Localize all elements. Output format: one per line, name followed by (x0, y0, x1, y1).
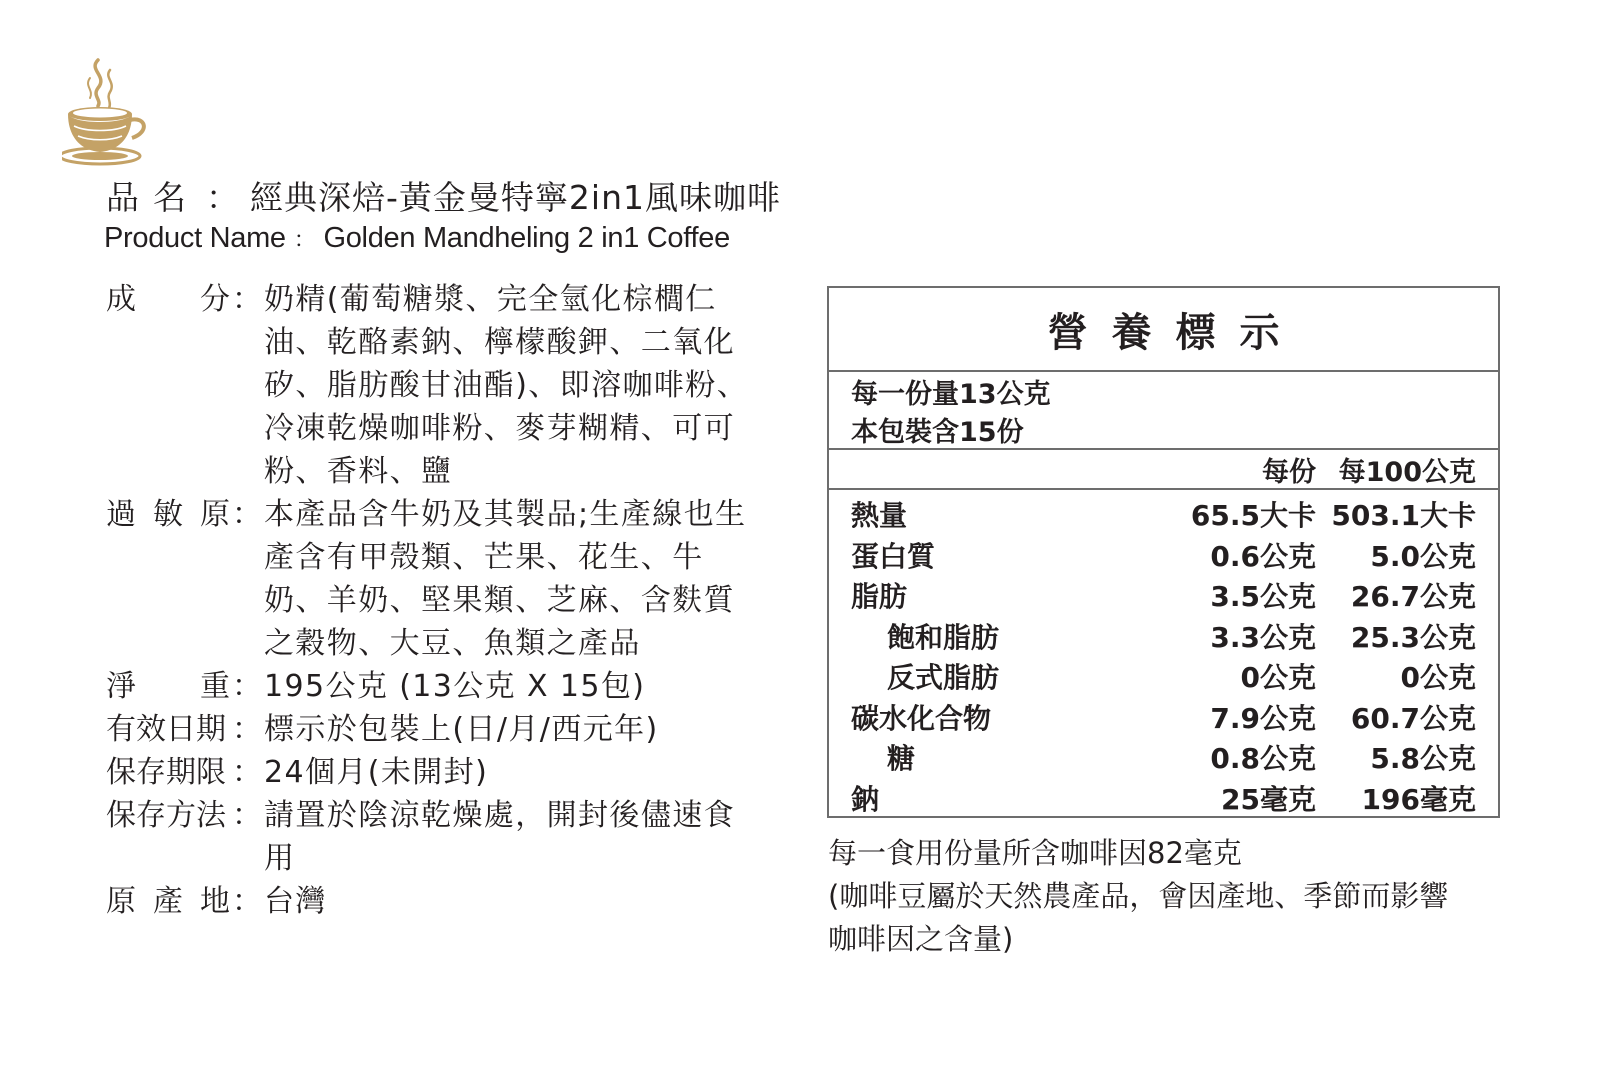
info-label-part: 保存方法 (106, 798, 226, 833)
per-serving-value: 3.3公克 (1210, 620, 1316, 654)
nutrition-row (829, 575, 1498, 616)
info-value: 標示於包裝上(日/月/西元年) (264, 712, 659, 747)
nutrition-row (829, 535, 1498, 576)
info-value: 請置於陰涼乾燥處，開封後儘速食用 (264, 798, 735, 876)
per-100g-value: 60.7公克 (1350, 701, 1476, 735)
servings-per-package: 本包裝含15份 (851, 417, 1024, 448)
column-per-100g: 每100公克 (1338, 456, 1476, 488)
per-serving-value: 25毫克 (1221, 782, 1316, 816)
nutrition-row (829, 737, 1498, 778)
info-row (106, 794, 786, 880)
nutrition-facts-table (827, 286, 1500, 818)
colon: ： (206, 178, 240, 217)
colon: ： (232, 669, 262, 704)
info-label-part: 過 (106, 497, 136, 532)
info-value: 195公克 (13公克 X 15包) (264, 669, 646, 704)
info-label-part: 分 (200, 282, 230, 317)
colon: ： (232, 712, 262, 747)
product-name-value: 經典深焙-黃金曼特寧2in1風味咖啡 (250, 178, 781, 217)
nutrition-title: 營養標示 (829, 288, 1498, 372)
product-name-label-en: Product Name (104, 222, 286, 254)
serving-size: 每一份量13公克 (851, 379, 1051, 410)
info-label-part: 有效日期 (106, 712, 226, 747)
info-label-part: 保存期限 (106, 755, 226, 790)
nutrition-rows (829, 490, 1498, 818)
info-row (106, 880, 786, 923)
per-100g-value: 5.8公克 (1370, 742, 1476, 776)
nutrient-name: 鈉 (851, 782, 880, 816)
info-label (106, 708, 230, 751)
nutrition-row (829, 656, 1498, 697)
info-value: 24個月(未開封) (264, 755, 489, 790)
nutrient-name: 蛋白質 (851, 539, 936, 573)
per-100g-value: 503.1大卡 (1331, 499, 1476, 533)
coffee-cup-icon (62, 56, 148, 166)
nutrition-row (829, 778, 1498, 819)
info-label-part: 產 (153, 884, 183, 919)
nutrition-row (829, 616, 1498, 657)
info-value: 台灣 (264, 884, 327, 919)
nutrient-name: 反式脂肪 (887, 661, 1000, 695)
nutrient-name: 熱量 (851, 499, 908, 533)
colon: ： (232, 798, 262, 833)
column-per-serving: 每份 (1262, 456, 1316, 488)
colon: ： (232, 497, 262, 532)
product-name-label: 品名 (106, 178, 200, 217)
info-label-part: 原 (106, 884, 136, 919)
nutrition-serving-info (829, 372, 1498, 450)
product-name-value-en: Golden Mandheling 2 in1 Coffee (323, 222, 730, 254)
info-label (106, 751, 230, 794)
per-100g-value: 196毫克 (1361, 782, 1476, 816)
info-label-part: 敏 (153, 497, 183, 532)
info-label (106, 493, 230, 536)
info-row (106, 751, 786, 794)
info-value: 本產品含牛奶及其製品;生產線也生產含有甲殼類、芒果、花生、牛奶、羊奶、堅果類、芝麻、含麩質之穀物、大豆、魚類之產品 (264, 497, 747, 661)
info-row (106, 278, 786, 493)
info-label (106, 665, 230, 708)
per-serving-value: 0.6公克 (1210, 539, 1316, 573)
caffeine-note (828, 832, 1528, 961)
nutrient-name: 糖 (887, 742, 916, 776)
per-serving-value: 3.5公克 (1210, 580, 1316, 614)
colon: ： (232, 282, 262, 317)
colon: ： (232, 755, 262, 790)
info-label-part: 成 (106, 282, 136, 317)
info-row (106, 708, 786, 751)
info-row (106, 665, 786, 708)
info-label-part: 地 (200, 884, 230, 919)
info-label-part: 重 (200, 669, 230, 704)
per-serving-value: 0.8公克 (1210, 742, 1316, 776)
info-label-part: 淨 (106, 669, 136, 704)
nutrient-name: 碳水化合物 (851, 701, 992, 735)
nutrient-name: 飽和脂肪 (887, 620, 1000, 654)
info-label (106, 794, 230, 837)
product-info-list (106, 278, 786, 923)
per-100g-value: 26.7公克 (1350, 580, 1476, 614)
info-value: 奶精(葡萄糖漿、完全氫化棕櫚仁油、乾酪素鈉、檸檬酸鉀、二氧化矽、脂肪酸甘油酯)、即溶咖啡粉、冷凍乾燥咖啡粉、麥芽糊精、可可粉、香料、鹽 (264, 282, 749, 489)
caffeine-disclaimer: (咖啡豆屬於天然農產品，會因產地、季節而影響 (828, 879, 1449, 913)
per-serving-value: 65.5大卡 (1190, 499, 1316, 533)
per-100g-value: 5.0公克 (1370, 539, 1476, 573)
per-serving-value: 7.9公克 (1210, 701, 1316, 735)
product-name-en (104, 222, 730, 255)
product-name-zh (106, 172, 781, 219)
info-row (106, 493, 786, 665)
colon: ： (232, 884, 262, 919)
info-label (106, 278, 230, 321)
nutrition-row (829, 697, 1498, 738)
per-100g-value: 25.3公克 (1350, 620, 1476, 654)
colon: ： (293, 227, 316, 252)
nutrient-name: 脂肪 (851, 580, 908, 614)
nutrition-row (829, 494, 1498, 535)
per-100g-value: 0公克 (1400, 661, 1476, 695)
per-serving-value: 0公克 (1240, 661, 1316, 695)
caffeine-disclaimer-cont: 咖啡因之含量) (828, 922, 1014, 956)
nutrition-column-headers (829, 450, 1498, 490)
info-label-part: 原 (200, 497, 230, 532)
info-label (106, 880, 230, 923)
caffeine-content: 每一食用份量所含咖啡因82毫克 (828, 836, 1242, 870)
